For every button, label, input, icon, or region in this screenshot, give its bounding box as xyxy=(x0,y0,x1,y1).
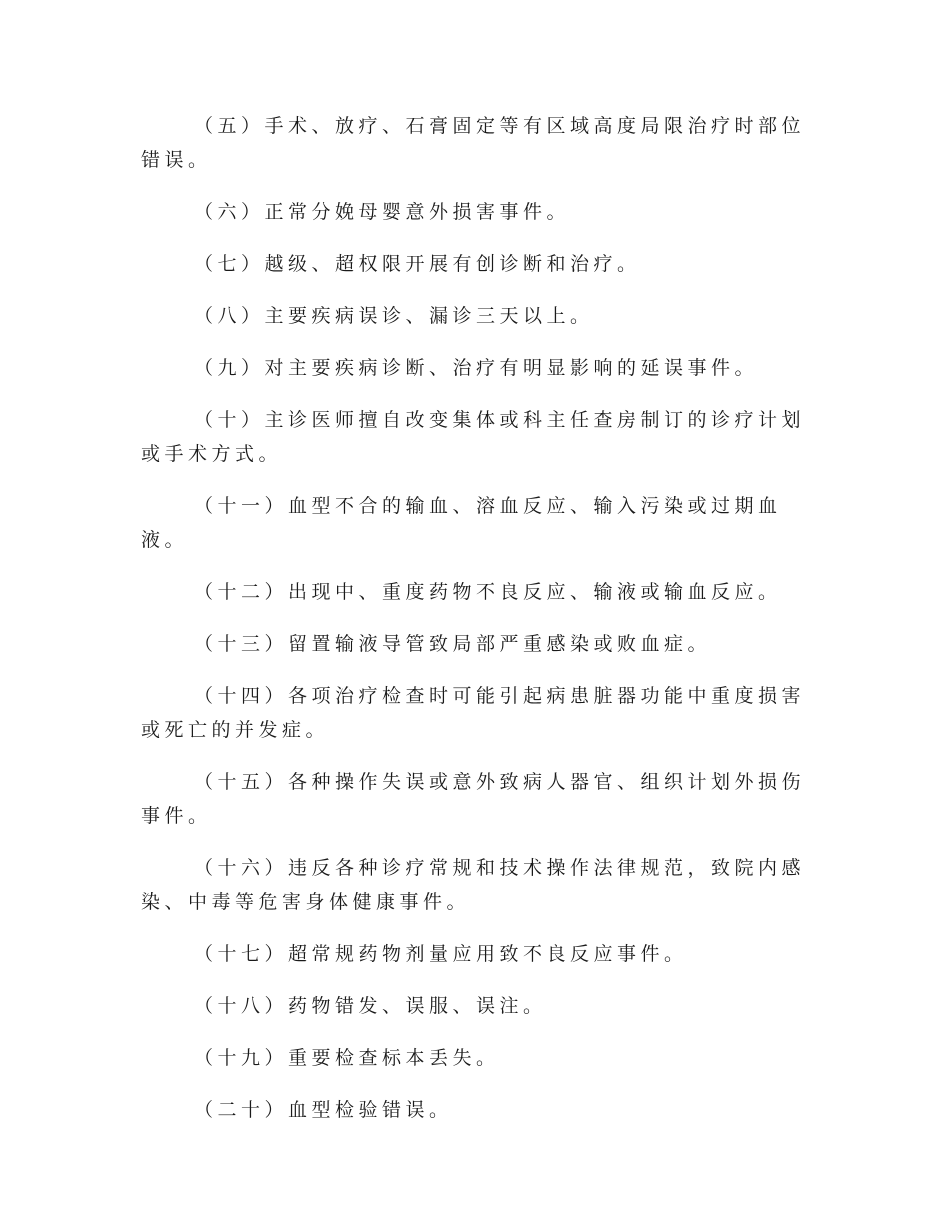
paragraph-item-17: （十七）超常规药物剂量应用致不良反应事件。 xyxy=(194,943,688,965)
paragraph-item-19: （十九）重要检查标本丢失。 xyxy=(194,1047,500,1069)
paragraph-item-9: （九）对主要疾病诊断、治疗有明显影响的延误事件。 xyxy=(194,357,759,379)
paragraph-item-11: （十一）血型不合的输血、溶血反应、输入污染或过期血液。 xyxy=(141,495,782,551)
paragraph-item-7: （七）越级、超权限开展有创诊断和治疗。 xyxy=(194,253,641,275)
paragraph-item-18: （十八）药物错发、误服、误注。 xyxy=(194,995,547,1017)
paragraph-item-13: （十三）留置输液导管致局部严重感染或败血症。 xyxy=(194,633,712,655)
paragraph-item-12: （十二）出现中、重度药物不良反应、输液或输血反应。 xyxy=(194,581,782,603)
paragraph-item-8: （八）主要疾病误诊、漏诊三天以上。 xyxy=(194,305,594,327)
paragraph-item-14: （十四）各项治疗检查时可能引起病患脏器功能中重度损害或死亡的并发症。 xyxy=(141,685,806,741)
paragraph-item-16: （十六）违反各种诊疗常规和技术操作法律规范，致院内感染、中毒等危害身体健康事件。 xyxy=(141,857,806,913)
paragraph-item-15: （十五）各种操作失误或意外致病人器官、组织计划外损伤事件。 xyxy=(141,771,806,827)
document-body xyxy=(141,109,809,1145)
paragraph-item-6: （六）正常分娩母婴意外损害事件。 xyxy=(194,201,571,223)
paragraph-item-20: （二十）血型检验错误。 xyxy=(194,1099,453,1121)
paragraph-item-5: （五）手术、放疗、石膏固定等有区域高度局限治疗时部位错误。 xyxy=(141,115,806,171)
paragraph-item-10: （十）主诊医师擅自改变集体或科主任查房制订的诊疗计划或手术方式。 xyxy=(141,409,806,465)
